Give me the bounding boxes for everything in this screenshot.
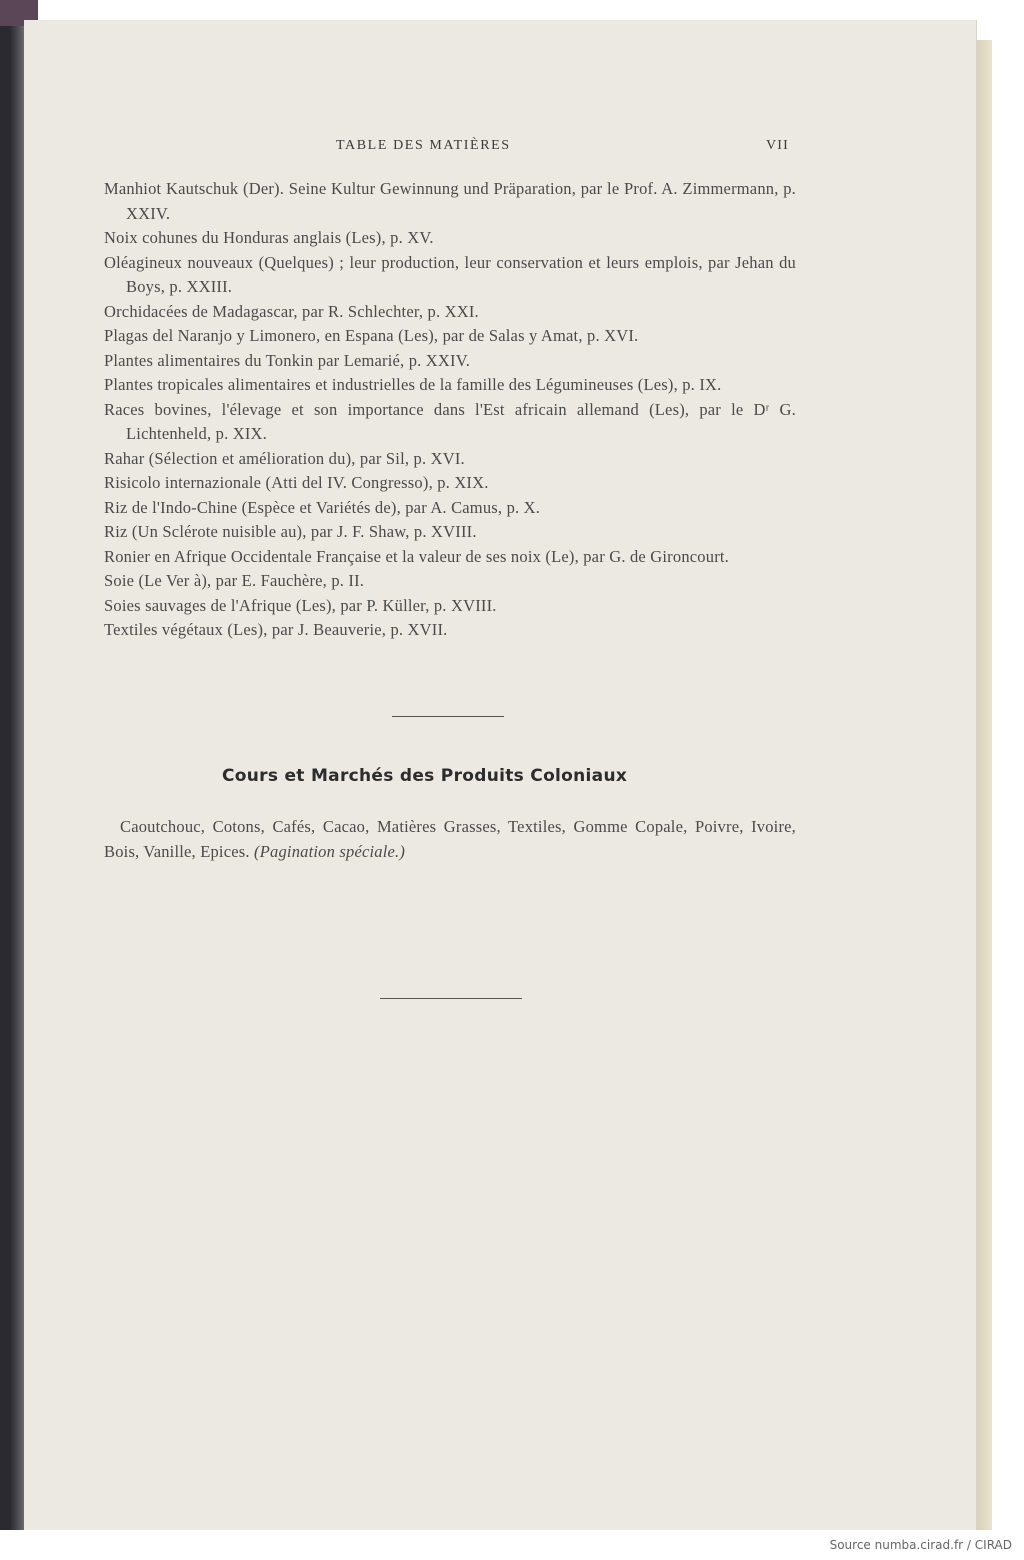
running-head: TABLE DES MATIÈRES (336, 138, 511, 153)
index-entry: Orchidacées de Madagascar, par R. Schlechter, p. XXI. (104, 301, 479, 321)
index-entry: Rahar (Sélection et amélioration du), par Sil, p. XVI. (104, 448, 465, 468)
section-products: Caoutchouc, Cotons, Cafés, Cacao, Matières Grasses, Textiles, Gomme Copale, Poivre, Ivoire, Bois, Vanille, Epices. (104, 817, 796, 861)
index-entry: Plantes tropicales alimentaires et industrielles de la famille des Légumineuses (Les), p. IX. (104, 375, 722, 394)
index-entry: Ronier en Afrique Occidentale Française et la valeur de ses noix (Le), par G. de Gironcourt. (104, 546, 730, 566)
source-credit: Source numba.cirad.fr / CIRAD (829, 1538, 1012, 1552)
pagination-note: (Pagination spéciale.) (254, 842, 406, 861)
section-text (104, 814, 796, 864)
index-entry: Noix cohunes du Honduras anglais (Les), p. XV. (104, 228, 434, 247)
section-title: Cours et Marchés des Produits Coloniaux (222, 766, 628, 786)
index-entry: Oléagineux nouveaux (Quelques) ; leur production, leur conservation et leurs emplois, par Jehan du Boys, p. XXIII. (104, 252, 796, 296)
index-entry: Plantes alimentaires du Tonkin par Lemarié, p. XXIV. (104, 350, 471, 370)
index-entry: Races bovines, l'élevage et son importance dans l'Est africain allemand (Les), par le Dʳ G. Lichtenheld, p. XIX. (104, 399, 796, 443)
index-entry: Plagas del Naranjo y Limonero, en Espana (Les), par de Salas y Amat, p. XVI. (104, 326, 639, 345)
index-entry: Riz (Un Sclérote nuisible au), par J. F. Shaw, p. XVIII. (104, 522, 477, 541)
section-divider (392, 716, 504, 717)
index-entry: Soie (Le Ver à), par E. Fauchère, p. II. (104, 571, 365, 590)
index-entry: Soies sauvages de l'Afrique (Les), par P. Küller, p. XVIII. (104, 595, 497, 615)
index-entry: Manhiot Kautschuk (Der). Seine Kultur Gewinnung und Präparation, par le Prof. A. Zimmermann, p. XXIV. (104, 179, 796, 223)
index-entry: Risicolo internazionale (Atti del IV. Congresso), p. XIX. (104, 473, 489, 492)
page-number: VII (766, 138, 790, 153)
index-entry: Riz de l'Indo-Chine (Espèce et Variétés de), par A. Camus, p. X. (104, 497, 541, 517)
end-divider (380, 998, 522, 999)
index-entry: Textiles végétaux (Les), par J. Beauverie, p. XVII. (104, 620, 448, 639)
index-entries (104, 177, 796, 643)
